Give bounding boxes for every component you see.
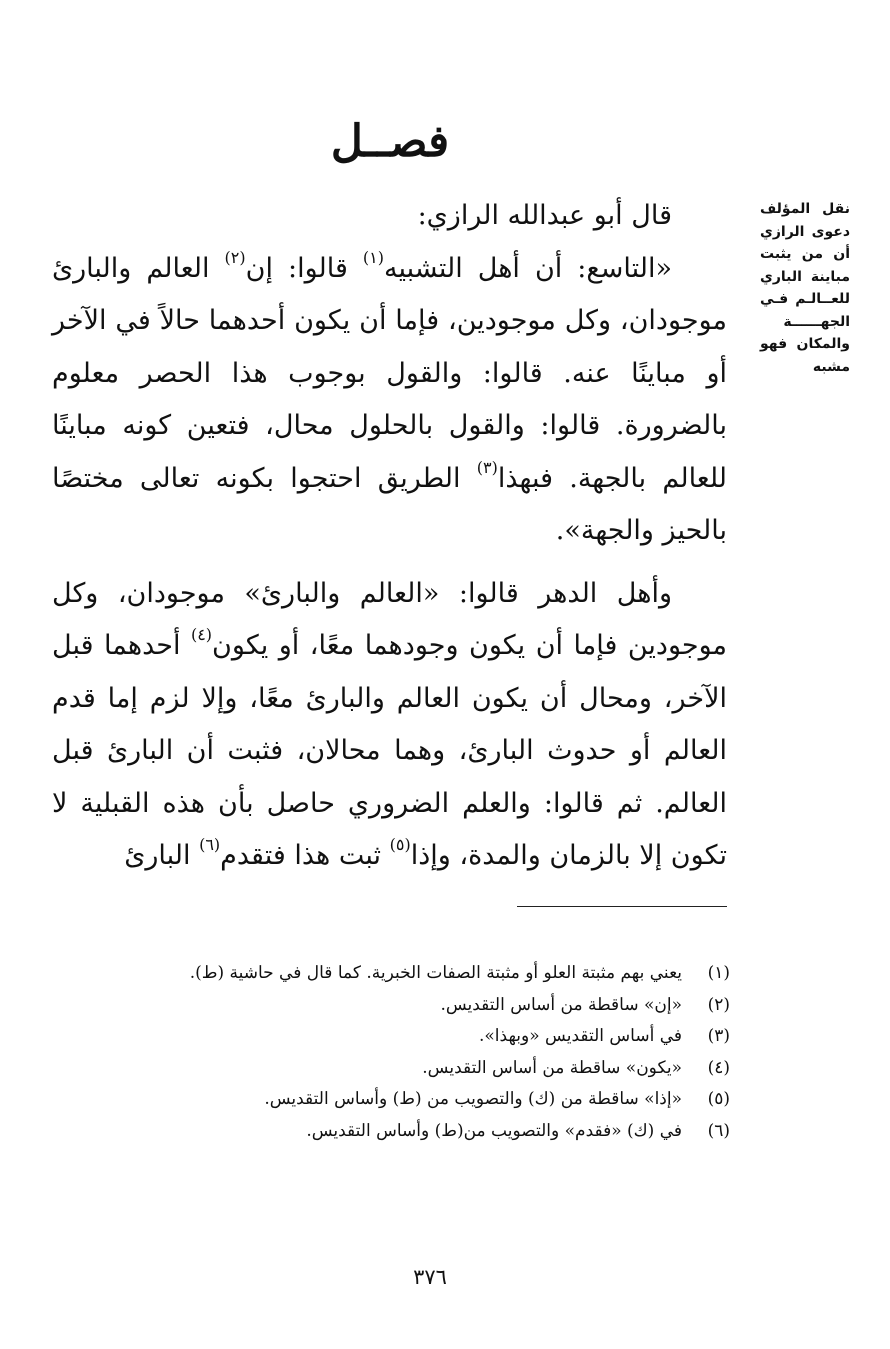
footnote-number: (٤) [707,1057,730,1078]
footnote-marker-5: (٥) [389,835,411,854]
paragraph-2 [52,568,727,883]
footnote-text: يعني بهم مثبتة العلو أو مثبتة الصفات الخبرية. كما قال في حاشية (ط). [189,963,682,983]
footnote-marker-1: (١) [362,247,384,267]
paragraph-2-segment-1: وأهل الدهر قالوا: «العالم والبارئ» موجودان، وكل موجودين فإما أن يكون وجودهما معًا، أو يكون [52,577,727,661]
footnote-marker-6: (٦) [199,835,221,854]
paragraph-1-segment-1: «التاسع: أن أهل التشبيه [384,252,673,284]
paragraph-1-segment-3: العالم والبارئ موجودان، وكل موجودين، فإما أن يكون أحدهما حالاً في الآخر أو مباينًا عنه. قالوا: والقول بوجوب هذا الحصر معلوم بالضرورة. قالوا: والقول بالحلول محال، فتعين كونه مباينًا للعالم بالجهة. فبهذا [52,252,727,494]
paragraph-2-segment-4: البارئ [124,840,200,871]
intro-line: قال أبو عبدالله الرازي: [417,200,672,231]
footnote-text: «يكون» ساقطة من أساس التقديس. [422,1057,682,1078]
main-text [52,190,727,883]
footnote-number: (١) [707,963,730,983]
footnote-text: في أساس التقديس «وبهذا». [479,1026,682,1046]
page-number: ٣٧٦ [413,1265,447,1289]
footnote-item [100,1116,730,1148]
paragraph-1-segment-4: الطريق احتجوا بكونه تعالى مختصًا بالحيز والجهة». [52,462,727,546]
footnote-item [100,1021,730,1053]
margin-note: نقل المؤلف دعوى الرازي أن من يثبت مباينة الباري للعــالـم فـي الجهــــــة والمكان فهو مشبه [760,201,850,375]
paragraph-1-segment-2: قالوا: إن [245,252,363,284]
paragraph-2-segment-2: أحدهما قبل الآخر، ومحال أن يكون العالم والبارئ معًا، وإلا لزم إما قدم العالم أو حدوث البارئ، وهما محالان، فثبت أن البارئ قبل العالم. ثم قالوا: والعلم الضروري حاصل بأن هذه القبلية لا تكون إلا بالزمان والمدة، وإذا [52,630,727,871]
footnote-marker-2: (٢) [224,247,246,267]
section-heading: فصــل [330,116,450,167]
footnote-item [100,1084,730,1116]
footnote-item [100,958,730,990]
footnote-marker-3: (٣) [476,457,498,477]
footnote-text: «إذا» ساقطة من (ك) والتصويب من (ط) وأساس التقديس. [264,1089,682,1109]
footnote-number: (٥) [707,1089,730,1109]
paragraph-2-segment-3: ثبت هذا فتقدم [220,840,390,871]
footnote-text: «إن» ساقطة من أساس التقديس. [440,994,682,1015]
footnote-item [100,990,730,1022]
footnote-number: (٦) [707,1120,730,1141]
footnote-item [100,1053,730,1085]
footnotes-list [100,958,730,1147]
footnote-number: (٣) [707,1026,730,1046]
footnote-number: (٢) [707,994,730,1015]
footnote-marker-4: (٤) [190,625,213,644]
paragraph-1 [52,243,727,558]
footnote-text: في (ك) «فقدم» والتصويب من(ط) وأساس التقديس. [306,1120,682,1141]
footnote-divider [517,906,727,907]
